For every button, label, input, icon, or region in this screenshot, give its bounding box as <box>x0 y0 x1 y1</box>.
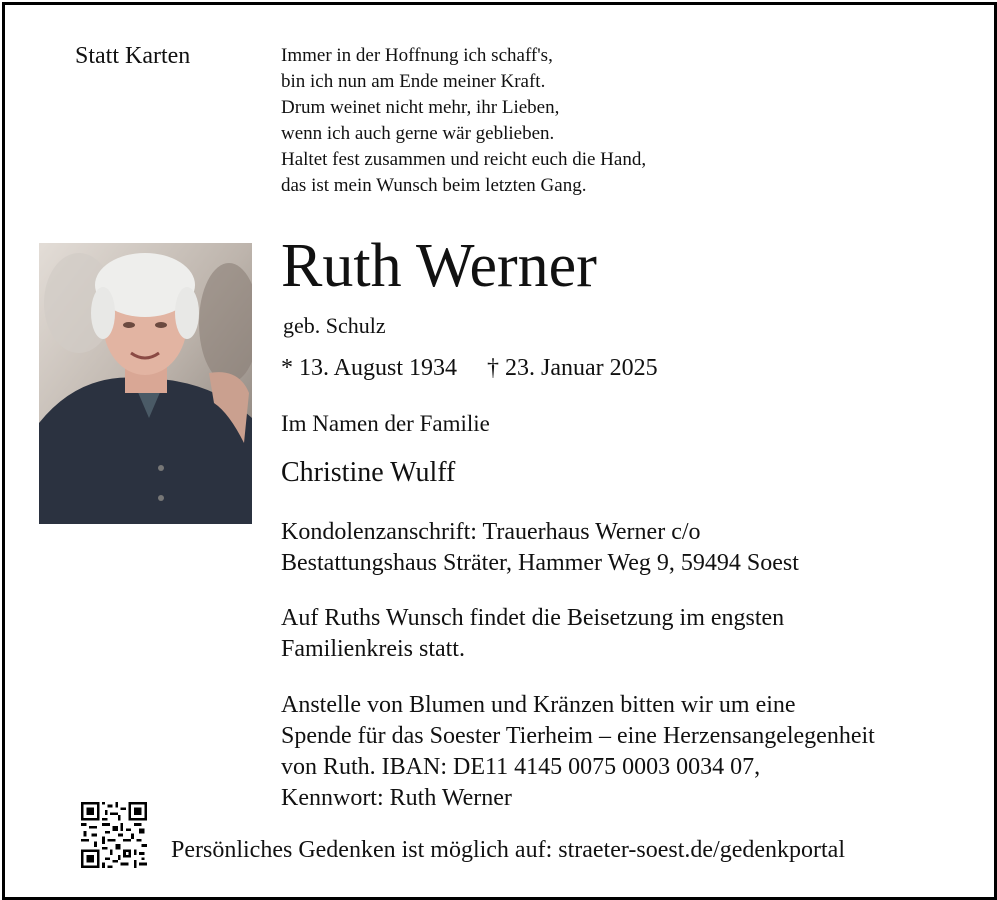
condolence-line: Kondolenzanschrift: Trauerhaus Werner c/o <box>281 519 701 545</box>
poem-line: Drum weinet nicht mehr, ihr Lieben, <box>281 97 560 118</box>
memorial-portal-note: Persönliches Gedenken ist möglich auf: straeter-soest.de/gedenkportal <box>171 837 845 863</box>
poem-line: wenn ich auch gerne wär geblieben. <box>281 123 555 144</box>
family-name: Christine Wulff <box>281 457 456 488</box>
donation-line: von Ruth. IBAN: DE11 4145 0075 0003 0034 07, <box>281 754 761 780</box>
portrait-photo <box>39 243 252 524</box>
condolence-address <box>281 517 799 579</box>
deceased-name: Ruth Werner <box>281 232 597 300</box>
donation-line: Spende für das Soester Tierheim – eine Herzensangelegenheit <box>281 723 875 749</box>
poem-line: das ist mein Wunsch beim letzten Gang. <box>281 175 587 196</box>
donation-line: Anstelle von Blumen und Kränzen bitten wir um eine <box>281 692 796 718</box>
poem-line: Haltet fest zusammen und reicht euch die Hand, <box>281 149 647 170</box>
poem <box>281 43 646 199</box>
donation-line: Kennwort: Ruth Werner <box>281 785 512 811</box>
death-date: † 23. Januar 2025 <box>487 355 658 381</box>
burial-line: Familienkreis statt. <box>281 636 465 662</box>
portrait-illustration <box>39 243 252 524</box>
poem-line: bin ich nun am Ende meiner Kraft. <box>281 71 546 92</box>
donation-note <box>281 690 875 814</box>
burial-line: Auf Ruths Wunsch findet die Beisetzung im engsten <box>281 605 785 631</box>
life-dates <box>281 355 658 382</box>
obituary-notice <box>2 2 997 900</box>
birth-date: * 13. August 1934 <box>281 355 458 381</box>
statt-karten-label: Statt Karten <box>75 43 191 69</box>
burial-note <box>281 603 784 665</box>
poem-line: Immer in der Hoffnung ich schaff's, <box>281 45 553 66</box>
family-intro: Im Namen der Familie <box>281 411 490 436</box>
maiden-name: geb. Schulz <box>283 313 386 338</box>
condolence-line: Bestattungshaus Sträter, Hammer Weg 9, 59494 Soest <box>281 550 799 576</box>
qr-code-icon[interactable] <box>81 802 147 868</box>
